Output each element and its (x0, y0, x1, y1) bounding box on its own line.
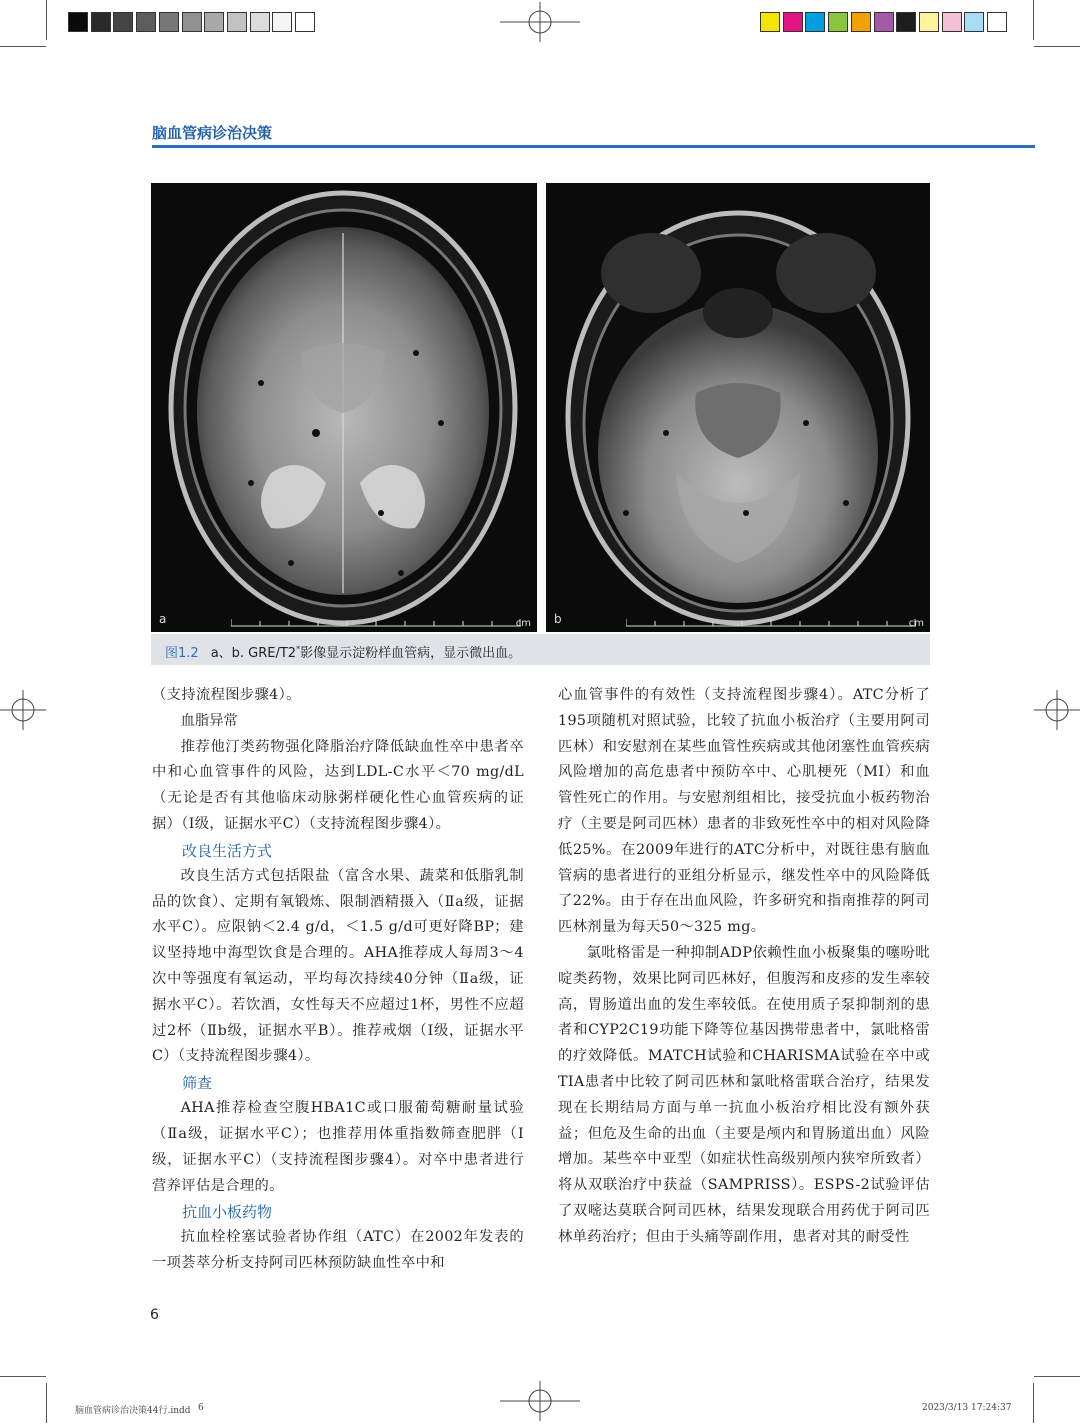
paragraph-atc-analysis: 心血管事件的有效性（支持流程图步骤4）。ATC分析了195项随机对照试验，比较了抗血小板治疗（主要用阿司匹林）和安慰剂在某些血管性疾病或其他闭塞性血管疾病风险增加的高危患者中预防卒中、心肌梗死（MI）和血管性死亡的作用。与安慰剂组相比，接受抗血小板药物治疗（主要是阿司匹林）患者的非致死性卒中的相对风险降低25%。在2009年进行的ATC分析中，对既往患有脑血管病的患者进行的亚组分析显示，继发性卒中的风险降低了22%。由于存在出血风险，许多研究和指南推荐的阿司匹林剂量为每天50～325 mg。 (558, 687, 930, 936)
caption-text (211, 646, 521, 661)
color-swatch (783, 12, 803, 32)
right-column (558, 683, 930, 1251)
registration-mark-bottom (500, 1381, 580, 1421)
left-column (152, 683, 524, 1277)
paragraph-lifestyle: 改良生活方式包括限盐（富含水果、蔬菜和低脂乳制品的饮食）、定期有氧锻炼、限制酒精摄入（Ⅱa级，证据水平C）。应限钠＜2.4 g/d，＜1.5 g/d可更好降BP；建议坚持地中海型饮食是合理的。AHA推荐成人每周3～4次中等强度有氧运动，平均每次持续40分钟（Ⅱa级，证据水平C）。若饮酒，女性每天不应超过1杯，男性不应超过2杯（Ⅱb级，证据水平B）。推荐戒烟（Ⅰ级，证据水平C）（支持流程图步骤4）。 (152, 867, 524, 1065)
section-heading-lifestyle: 改良生活方式 (182, 841, 273, 860)
color-swatch (987, 12, 1007, 32)
crop-mark (1034, 46, 1080, 47)
color-swatch (272, 12, 292, 32)
registration-mark-right (1034, 690, 1080, 730)
color-swatch (805, 12, 825, 32)
slug-page: 6 (198, 1403, 204, 1413)
section-heading-antiplatelet: 抗血小板药物 (182, 1203, 273, 1222)
page-number: 6 (150, 1307, 159, 1323)
registration-mark-top (500, 2, 580, 42)
color-swatch (896, 12, 916, 32)
color-swatch (68, 12, 88, 32)
running-header-title: 脑血管病诊治决策 (152, 124, 273, 142)
scale-unit-b: cm (908, 618, 924, 629)
color-swatch (295, 12, 315, 32)
color-swatch (113, 12, 133, 32)
caption-superscript: * (296, 645, 301, 654)
color-swatch (136, 12, 156, 32)
panel-label-a: a (159, 612, 167, 626)
crop-mark (1033, 1383, 1034, 1423)
slug-timestamp: 2023/3/13 17:24:37 (922, 1403, 1012, 1413)
color-swatch (159, 12, 179, 32)
crop-mark (46, 0, 47, 40)
color-swatch (874, 12, 894, 32)
paragraph-antiplatelet: 抗血栓栓塞试验者协作组（ATC）在2002年发表的一项荟萃分析支持阿司匹林预防缺血性卒中和 (152, 1229, 524, 1272)
color-swatch (828, 12, 848, 32)
crop-mark (1033, 0, 1034, 40)
subheading-dyslipidemia: 血脂异常 (180, 712, 238, 729)
crop-mark (0, 46, 46, 47)
figure-number: 图1.2 (165, 646, 199, 662)
paragraph-dyslipidemia: 推荐他汀类药物强化降脂治疗降低缺血性卒中患者卒中和心血管事件的风险，达到LDL-C水平＜70 mg/dL（无论是否有其他临床动脉粥样硬化性心血管疾病的证据）（Ⅰ级，证据水平C）（支持流程图步骤4）。 (152, 738, 524, 832)
caption-text-part: a、b. GRE/T2 (210, 646, 297, 662)
paragraph-continued: （支持流程图步骤4）。 (152, 687, 301, 703)
section-heading-screening: 筛查 (182, 1074, 213, 1093)
mri-scan-a (151, 183, 537, 632)
crop-mark (1034, 1376, 1080, 1377)
slug-filename: 脑血管病诊治决策44行.indd (75, 1406, 191, 1416)
paragraph-screening: AHA推荐检查空腹HBA1C或口服葡萄糖耐量试验（Ⅱa级，证据水平C）；也推荐用体重指数筛查肥胖（Ⅰ级，证据水平C）（支持流程图步骤4）。对卒中患者进行营养评估是合理的。 (152, 1100, 524, 1194)
crop-mark (46, 1383, 47, 1423)
registration-mark-left (0, 690, 46, 730)
color-swatch (851, 12, 871, 32)
color-swatch (182, 12, 202, 32)
color-swatch (942, 12, 962, 32)
scale-unit-a: cm (515, 618, 531, 629)
mri-image-a (151, 183, 537, 632)
crop-mark (0, 1376, 46, 1377)
mri-image-b (546, 183, 930, 632)
color-swatch (91, 12, 111, 32)
color-swatch (204, 12, 224, 32)
figure-caption (151, 634, 930, 665)
color-swatch (964, 12, 984, 32)
color-swatch (919, 12, 939, 32)
scale-bar-a (231, 616, 521, 628)
caption-text-part: 影像显示淀粉样血管病，显示微出血。 (300, 646, 522, 662)
panel-label-b: b (554, 612, 562, 626)
scale-bar-b (626, 616, 916, 628)
color-swatch (760, 12, 780, 32)
header-rule (152, 145, 1035, 148)
color-swatch (227, 12, 247, 32)
mri-scan-b (546, 183, 930, 632)
color-swatch (250, 12, 270, 32)
paragraph-clopidogrel: 氯吡格雷是一种抑制ADP依赖性血小板聚集的噻吩吡啶类药物，效果比阿司匹林好，但腹泻和皮疹的发生率较高，胃肠道出血的发生率较低。在使用质子泵抑制剂的患者和CYP2C19功能下降等位基因携带患者中，氯吡格雷的疗效降低。MATCH试验和CHARISMA试验在卒中或TIA患者中比较了阿司匹林和氯吡格雷联合治疗，结果发现在长期结局方面与单一抗血小板治疗相比没有额外获益；但危及生命的出血（主要是颅内和胃肠道出血）风险增加。某些卒中亚型（如症状性高级别颅内狭窄所致者）将从双联治疗中获益（SAMPRISS）。ESPS-2试验评估了双嘧达莫联合阿司匹林，结果发现联合用药优于阿司匹林单药治疗；但由于头痛等副作用，患者对其的耐受性 (558, 944, 930, 1245)
